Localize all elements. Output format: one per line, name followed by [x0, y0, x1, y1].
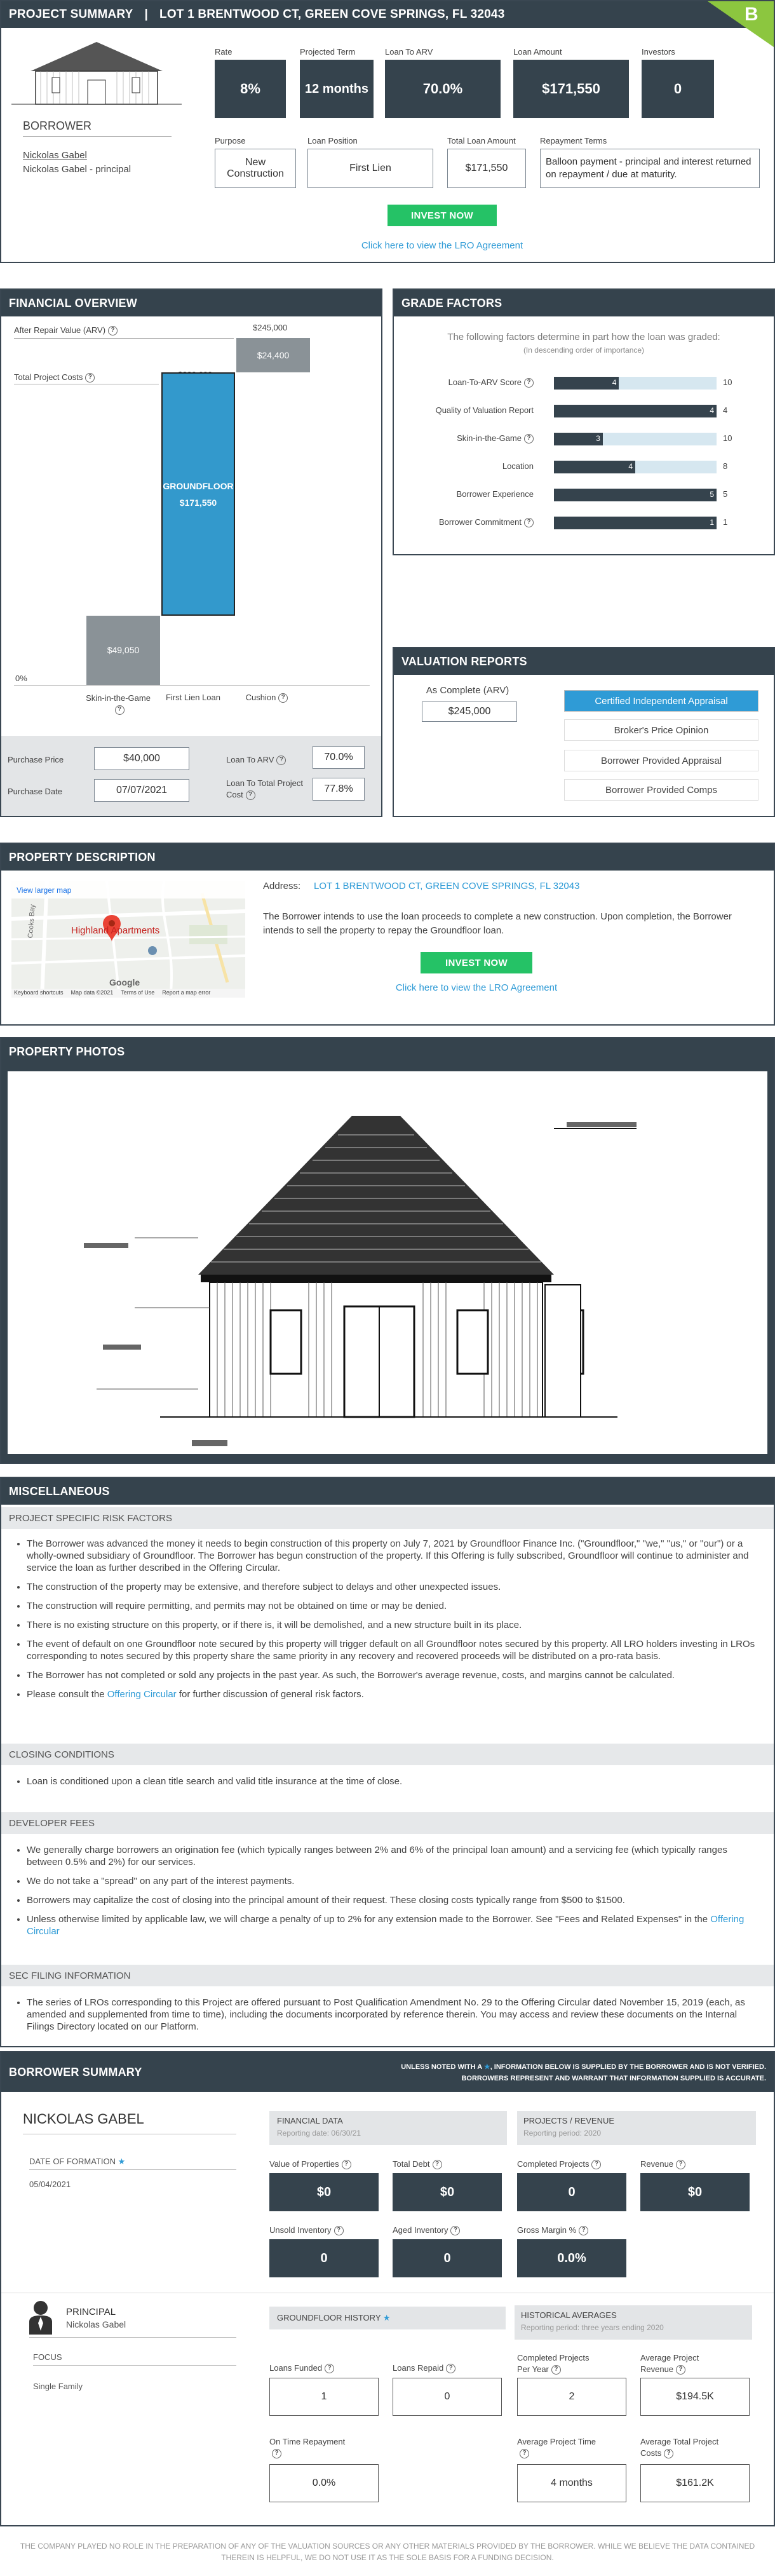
cat-skin-label: [80, 693, 156, 715]
cat-skin-text: Skin-in-the-Game: [86, 693, 151, 703]
bar-label: GROUNDFLOOR $171,550: [163, 480, 234, 508]
property-photos-title: PROPERTY PHOTOS: [9, 1045, 125, 1058]
borrower-heading: BORROWER: [23, 119, 91, 132]
map-shortcuts[interactable]: Keyboard shortcuts: [14, 989, 64, 996]
hist-sub: Reporting period: three years ending 2020: [521, 2323, 664, 2332]
list-item: • The event of default on one Groundfloor note secured by this property will trigger default on all Groundfloor notes secured by this property. All LRO holders investing in LROs corresponding to notes secured by this property share the same priority in any recovery and recovered proceeds will be distributed on a pro-rata basis.: [27, 1638, 761, 1662]
focus-label: FOCUS: [33, 2352, 62, 2362]
metric-label: Gross Margin % ?: [517, 2225, 588, 2235]
grade-factor-track: [554, 405, 717, 417]
loan-to-arv-label: [226, 755, 286, 765]
valuation-report-borrower-comps[interactable]: Borrower Provided Comps: [564, 779, 758, 801]
grade-factor-label: Location: [502, 461, 534, 471]
grade-badge: [708, 1, 774, 47]
verified-star-icon: ★: [483, 2063, 490, 2071]
history-label: Average Project Time?: [517, 2436, 603, 2459]
property-thumbnail[interactable]: [5, 32, 188, 111]
metric-help-icon[interactable]: ?: [579, 2226, 588, 2235]
cat-first-lien-label: First Lien Loan: [166, 693, 220, 702]
valuation-reports-title: VALUATION REPORTS: [401, 654, 527, 668]
lro-agreement-link[interactable]: Click here to view the LRO Agreement: [361, 240, 523, 251]
project-summary-panel: [0, 0, 775, 263]
dof-label-text: DATE OF FORMATION: [29, 2157, 116, 2166]
grade-factor-max: 1: [723, 517, 728, 527]
metric-value: 0: [517, 2173, 626, 2211]
stat-ltv-label: Loan To ARV: [385, 47, 433, 57]
grade-factor-label: Loan-To-ARV Score ?: [448, 377, 534, 388]
dof-star-icon: ★: [118, 2157, 126, 2166]
metric-value: 0.0%: [517, 2239, 626, 2277]
grade-factor-label: Skin-in-the-Game ?: [457, 433, 534, 444]
sec-filing-heading: SEC FILING INFORMATION: [1, 1965, 774, 1986]
grade-factor-fill: [554, 433, 603, 445]
stat-term-value: 12 months: [300, 60, 374, 118]
risk-factors-list: [1, 1538, 761, 1707]
purpose-label: Purpose: [215, 136, 246, 146]
loan-to-arv-value: 70.0%: [313, 746, 365, 769]
risk-factors-heading: PROJECT SPECIFIC RISK FACTORS: [1, 1507, 774, 1529]
map-larger-link[interactable]: View larger map: [17, 886, 72, 895]
as-complete-value: $245,000: [422, 702, 517, 722]
metric-value: 0: [393, 2239, 502, 2277]
offering-circular-link[interactable]: Offering Circular: [107, 1689, 177, 1700]
loan-to-cost-label: [226, 778, 309, 801]
history-help-icon[interactable]: ?: [272, 2449, 281, 2458]
list-item: • There is no existing structure on this property, or if there is, it will be demolished, and a new structure built in its place.: [27, 1619, 761, 1631]
metric-label: Revenue ?: [640, 2159, 685, 2169]
metric-label: Aged Inventory ?: [393, 2225, 460, 2235]
purpose-value: New Construction: [215, 149, 296, 188]
project-summary-header: [1, 1, 774, 28]
metric-label: Total Debt ?: [393, 2159, 442, 2169]
cat-cushion-label: [229, 693, 305, 703]
history-label: Average Project Revenue ?: [640, 2353, 699, 2374]
map-footer: [14, 989, 210, 996]
history-heading-text: GROUNDFLOOR HISTORY: [277, 2313, 381, 2322]
stat-rate-value: 8%: [215, 60, 286, 118]
miscellaneous-title: MISCELLANEOUS: [9, 1484, 110, 1498]
groundfloor-history: [1, 2052, 774, 2525]
map-data: Map data ©2021: [71, 989, 114, 996]
grade-factors-header: [394, 290, 774, 316]
history-help-icon[interactable]: ?: [520, 2449, 529, 2458]
skin-help-icon[interactable]: ?: [115, 705, 125, 715]
grade-factor-row: [394, 374, 774, 393]
grade-factors-title: GRADE FACTORS: [401, 296, 502, 309]
list-item: • The series of LROs corresponding to this Project are offered pursuant to Post Qualification Amendment No. 29 to the Offering Circular dated November 15, 2019 (each, as amended and supplemented from time to time), including the documents incorporated by reference therein. You may access and review these documents on the Internal Filings Directory located on our Platform.: [27, 1996, 761, 2033]
notice-pre: UNLESS NOTED WITH A: [401, 2063, 482, 2071]
grade-factor-label: Borrower Commitment ?: [439, 517, 534, 527]
loan-to-cost-help-icon[interactable]: ?: [246, 790, 255, 800]
projects-heading: PROJECTS / REVENUE: [523, 2116, 615, 2125]
tpc-label-text: Total Project Costs: [14, 372, 83, 382]
cat-cushion-text: Cushion: [245, 693, 276, 702]
principal-label: PRINCIPAL: [66, 2307, 116, 2317]
footer-disclaimer: THE COMPANY PLAYED NO ROLE IN THE PREPARATION OF ANY OF THE VALUATION SOURCES OR ANY OTHER MATERIALS PROVIDED BY THE BORROWER. WHILE WE BELIEVE THE DATA CONTAINED THEREIN IS HELPFUL, WE DO NOT USE IT AS THE SOLE BASIS FOR A FUNDING DECISION.: [20, 2542, 755, 2562]
grade-factor-fill: [554, 377, 619, 390]
fees-tail-pre: Unless otherwise limited by applicable law, we will charge a penalty of up to 2% for any extension made to the Borrower. See "Fees and Related Expenses" in the: [27, 1914, 711, 1925]
grade-factor-label: Quality of Valuation Report: [435, 405, 534, 415]
metric-help-icon[interactable]: ?: [450, 2226, 460, 2235]
loan-to-arv-text: Loan To ARV: [226, 755, 274, 764]
bar-cushion: [236, 338, 310, 372]
stat-loan-amount-value: $171,550: [513, 60, 629, 118]
list-item: • The construction will require permitting, and permits may not be obtained on time or may be denied.: [27, 1600, 761, 1612]
borrower-link[interactable]: Nickolas Gabel: [23, 150, 87, 161]
developer-fees-heading: DEVELOPER FEES: [1, 1812, 774, 1834]
header-separator: |: [144, 8, 149, 21]
project-summary-title: PROJECT SUMMARY: [9, 8, 133, 21]
bar-label: $24,400: [257, 350, 290, 361]
stat-investors-label: Investors: [642, 47, 675, 57]
history-label: Completed Projects Per Year ?: [517, 2353, 590, 2374]
purchase-price-label: Purchase Price: [8, 755, 64, 764]
risk-tail-pre: Please consult the: [27, 1689, 107, 1700]
history-help-icon[interactable]: ?: [664, 2449, 673, 2458]
list-item: • We generally charge borrowers an origination fee (which typically ranges between 2% and 6% of the principal loan amount) and a servicing fee (which typically ranges between 0.5% and 2%) for our services.: [27, 1844, 761, 1868]
map-brand: Google: [109, 977, 140, 987]
projects-sub: Reporting period: 2020: [523, 2129, 602, 2138]
grade-factor-score: 4: [710, 406, 714, 415]
purchase-price-value: $40,000: [94, 747, 189, 770]
bar-skin-in-the-game: [86, 616, 160, 685]
closing-conditions-heading: CLOSING CONDITIONS: [1, 1744, 774, 1765]
history-value: 4 months: [517, 2464, 626, 2502]
history-label: Loans Funded ?: [269, 2362, 377, 2374]
funding-waterfall-chart: [1, 290, 381, 735]
history-star-icon: ★: [382, 2313, 391, 2322]
property-lro-link[interactable]: Click here to view the LRO Agreement: [395, 982, 558, 993]
grade-factor-row: [394, 430, 774, 449]
grade-factor-help-icon[interactable]: ?: [524, 378, 534, 388]
loan-to-cost-value: 77.8%: [313, 778, 365, 801]
grade-factor-track: [554, 489, 717, 501]
purchase-date-value: 07/07/2021: [94, 779, 189, 802]
notice-line-2: BORROWERS REPRESENT AND WARRANT THAT INFORMATION SUPPLIED IS ACCURATE.: [461, 2075, 766, 2082]
metric-help-icon[interactable]: ?: [334, 2226, 344, 2235]
address-label: Address:: [263, 881, 301, 891]
grade-factors-panel: [393, 288, 775, 555]
grade-factor-score: 4: [628, 462, 633, 471]
history-help-icon[interactable]: ?: [325, 2364, 334, 2373]
grade-factor-max: 8: [723, 461, 728, 471]
borrower-heading-rule: [23, 136, 172, 137]
list-item: • The Borrower has not completed or sold any projects in the past year. As such, the Borrower's average revenue, costs, and margins cannot be calculated.: [27, 1669, 761, 1681]
property-photos-panel: [0, 1037, 775, 1464]
project-address: LOT 1 BRENTWOOD CT, GREEN COVE SPRINGS, FL 32043: [159, 8, 505, 21]
property-invest-now-button[interactable]: INVEST NOW: [421, 952, 532, 973]
history-help-icon[interactable]: ?: [676, 2365, 685, 2375]
grade-factor-track: [554, 517, 717, 529]
borrower-summary-title: BORROWER SUMMARY: [9, 2065, 142, 2078]
developer-fees-list: [1, 1844, 761, 1944]
miscellaneous-header: [1, 1478, 774, 1505]
metric-value: $0: [393, 2173, 502, 2211]
list-item: [27, 1688, 761, 1700]
property-description-text: The Borrower intends to use the loan proceeds to complete a new construction. Upon completion, the Borrower intends to sell the property to repay the Groundfloor loan.: [263, 911, 732, 936]
grade-factor-row: [394, 458, 774, 477]
history-label: Average Total Project Costs ?: [640, 2437, 719, 2458]
map-road-label: Cooks Bay: [27, 904, 37, 939]
stat-investors-value: 0: [642, 60, 714, 118]
grade-factor-max: 4: [723, 405, 728, 415]
metric-value: $0: [269, 2173, 379, 2211]
list-item: • The construction of the property may be extensive, and therefore subject to delays and other unexpected issues.: [27, 1581, 761, 1593]
position-value: First Lien: [307, 149, 433, 188]
history-value: 0.0%: [269, 2464, 379, 2502]
financial-data-sub: Reporting date: 06/30/21: [277, 2129, 361, 2138]
tpc-help-icon[interactable]: ?: [85, 373, 95, 383]
fees-offering-circular-link[interactable]: Offering Circular: [27, 1914, 745, 1937]
history-value: 0: [393, 2378, 502, 2416]
metric-value: $0: [640, 2173, 750, 2211]
map-terms[interactable]: Terms of Use: [121, 989, 155, 996]
grade-factor-list: [394, 374, 774, 545]
valuation-reports-panel: [393, 647, 775, 817]
history-help-icon[interactable]: ?: [551, 2365, 561, 2375]
history-label: On Time Repayment?: [269, 2436, 356, 2459]
list-item: • Borrowers may capitalize the cost of closing into the principal amount of their request. These closing costs typically range from $500 to $1500.: [27, 1894, 761, 1906]
property-description-title: PROPERTY DESCRIPTION: [9, 850, 156, 864]
address-link[interactable]: LOT 1 BRENTWOOD CT, GREEN COVE SPRINGS, FL 32043: [314, 881, 580, 891]
grade-factor-score: 5: [710, 490, 714, 499]
stat-rate-label: Rate: [215, 47, 232, 57]
arv-help-icon[interactable]: ?: [108, 326, 118, 336]
loan-to-cost-text: Loan To Total Project Cost: [226, 778, 303, 799]
grade-factor-row: [394, 513, 774, 532]
metric-help-icon[interactable]: ?: [591, 2160, 601, 2169]
history-value: 1: [269, 2378, 379, 2416]
list-item: • We do not take a "spread" on any part of the interest payments.: [27, 1875, 761, 1887]
grade-factor-row: [394, 402, 774, 421]
repay-value: Balloon payment - principal and interest returned on repayment / due at maturity.: [540, 149, 760, 188]
financial-data-heading: FINANCIAL DATA: [277, 2116, 343, 2125]
property-description-panel: [0, 843, 775, 1026]
metric-help-icon[interactable]: ?: [676, 2160, 685, 2169]
stat-term-label: Projected Term: [300, 47, 356, 57]
bar-label: $49,050: [107, 645, 140, 656]
total-loan-label: Total Loan Amount: [447, 136, 516, 146]
purchase-date-label: Purchase Date: [8, 787, 62, 796]
cushion-help-icon[interactable]: ?: [278, 693, 288, 703]
metric-label: Value of Properties ?: [269, 2159, 351, 2169]
financial-overview-panel: [0, 288, 382, 817]
metric-help-icon[interactable]: ?: [433, 2160, 442, 2169]
metric-value: 0: [269, 2239, 379, 2277]
invest-now-button[interactable]: INVEST NOW: [388, 205, 497, 226]
focus-value: Single Family: [33, 2382, 83, 2391]
arv-label-text: After Repair Value (ARV): [14, 325, 106, 335]
closing-conditions-list: [1, 1775, 761, 1794]
stat-ltv-value: 70.0%: [385, 60, 501, 118]
loan-to-arv-help-icon[interactable]: ?: [276, 756, 286, 765]
bar-first-lien-loan: [161, 372, 235, 615]
list-item: [27, 1913, 761, 1937]
borrower-summary-panel: [0, 2051, 775, 2526]
notice-post: , INFORMATION BELOW IS SUPPLIED BY THE BORROWER AND IS NOT VERIFIED.: [490, 2063, 766, 2071]
principal-name: Nickolas Gabel: [66, 2319, 126, 2329]
grade-letter: B: [745, 4, 758, 25]
borrower-role: Nickolas Gabel - principal: [23, 164, 131, 175]
grade-intro: The following factors determine in part how the loan was graded:: [447, 332, 720, 342]
valuation-report-borrower-appraisal[interactable]: Borrower Provided Appraisal: [564, 750, 758, 771]
grade-factor-fill: [554, 489, 717, 501]
financial-overview-title: FINANCIAL OVERVIEW: [9, 296, 137, 309]
metric-label: Completed Projects ?: [517, 2159, 601, 2169]
history-value: $161.2K: [640, 2464, 750, 2502]
grade-factor-score: 3: [596, 434, 600, 443]
metric-label: Unsold Inventory ?: [269, 2225, 344, 2235]
valuation-report-certified[interactable]: Certified Independent Appraisal: [564, 690, 758, 712]
history-label: Loans Repaid ?: [393, 2362, 501, 2374]
grade-factor-help-icon[interactable]: ?: [524, 434, 534, 444]
miscellaneous-panel: [0, 1477, 775, 2047]
grade-factor-row: [394, 485, 774, 505]
valuation-report-bpo[interactable]: Broker's Price Opinion: [564, 719, 758, 741]
grade-factor-max: 10: [723, 433, 732, 443]
grade-intro-sub: (In descending order of importance): [523, 346, 645, 355]
arv-value: $245,000: [253, 323, 288, 332]
grade-factor-fill: [554, 517, 717, 529]
list-item: • Loan is conditioned upon a clean title search and valid title insurance at the time of close.: [27, 1775, 761, 1787]
risk-tail-post: for further discussion of general risk factors.: [176, 1689, 364, 1700]
total-loan-value: $171,550: [447, 149, 526, 188]
grade-factor-max: 10: [723, 377, 732, 387]
grade-factor-track: [554, 433, 717, 445]
property-elevation-photo[interactable]: [8, 1071, 767, 1454]
property-description-header: [1, 844, 774, 871]
grade-factor-fill: [554, 461, 635, 473]
stat-loan-amount-label: Loan Amount: [513, 47, 562, 57]
history-value: $194.5K: [640, 2378, 750, 2416]
grade-factor-score: 1: [710, 518, 714, 527]
sec-filing-list: [1, 1996, 761, 2040]
map-report[interactable]: Report a map error: [162, 989, 211, 996]
grade-factor-label: Borrower Experience: [456, 489, 534, 499]
list-item: • The Borrower was advanced the money it needs to begin construction of this property on July 7, 2021 by Groundfloor Finance Inc. ("Groundfloor," "we," "us," or "our") or a wholly-owned subsidiary of Groundfloor. The Borrower has begun construction of the property. If this Offering is fully subscribed, Groundfloor will continue to administer and service the loan as further described in the Offering Circular.: [27, 1538, 761, 1574]
grade-factor-max: 5: [723, 489, 728, 499]
repay-label: Repayment Terms: [540, 136, 607, 146]
grade-factor-score: 4: [612, 378, 617, 387]
grade-factor-help-icon[interactable]: ?: [524, 518, 534, 527]
metric-help-icon[interactable]: ?: [342, 2160, 351, 2169]
as-complete-label: As Complete (ARV): [426, 685, 509, 696]
property-photos-header: [1, 1038, 774, 1065]
grade-factor-fill: [554, 405, 717, 417]
grade-factor-track: [554, 377, 717, 390]
zero-pct-label: 0%: [15, 674, 27, 683]
map-place-label: Highland Apartments: [71, 925, 160, 936]
hist-heading: HISTORICAL AVERAGES: [521, 2310, 617, 2320]
valuation-reports-header: [394, 648, 774, 675]
borrower-name: NICKOLAS GABEL: [23, 2111, 144, 2127]
history-help-icon[interactable]: ?: [446, 2364, 455, 2373]
dof-value: 05/04/2021: [29, 2179, 71, 2189]
grade-factor-track: [554, 461, 717, 473]
position-label: Loan Position: [307, 136, 358, 146]
history-value: 2: [517, 2378, 626, 2416]
